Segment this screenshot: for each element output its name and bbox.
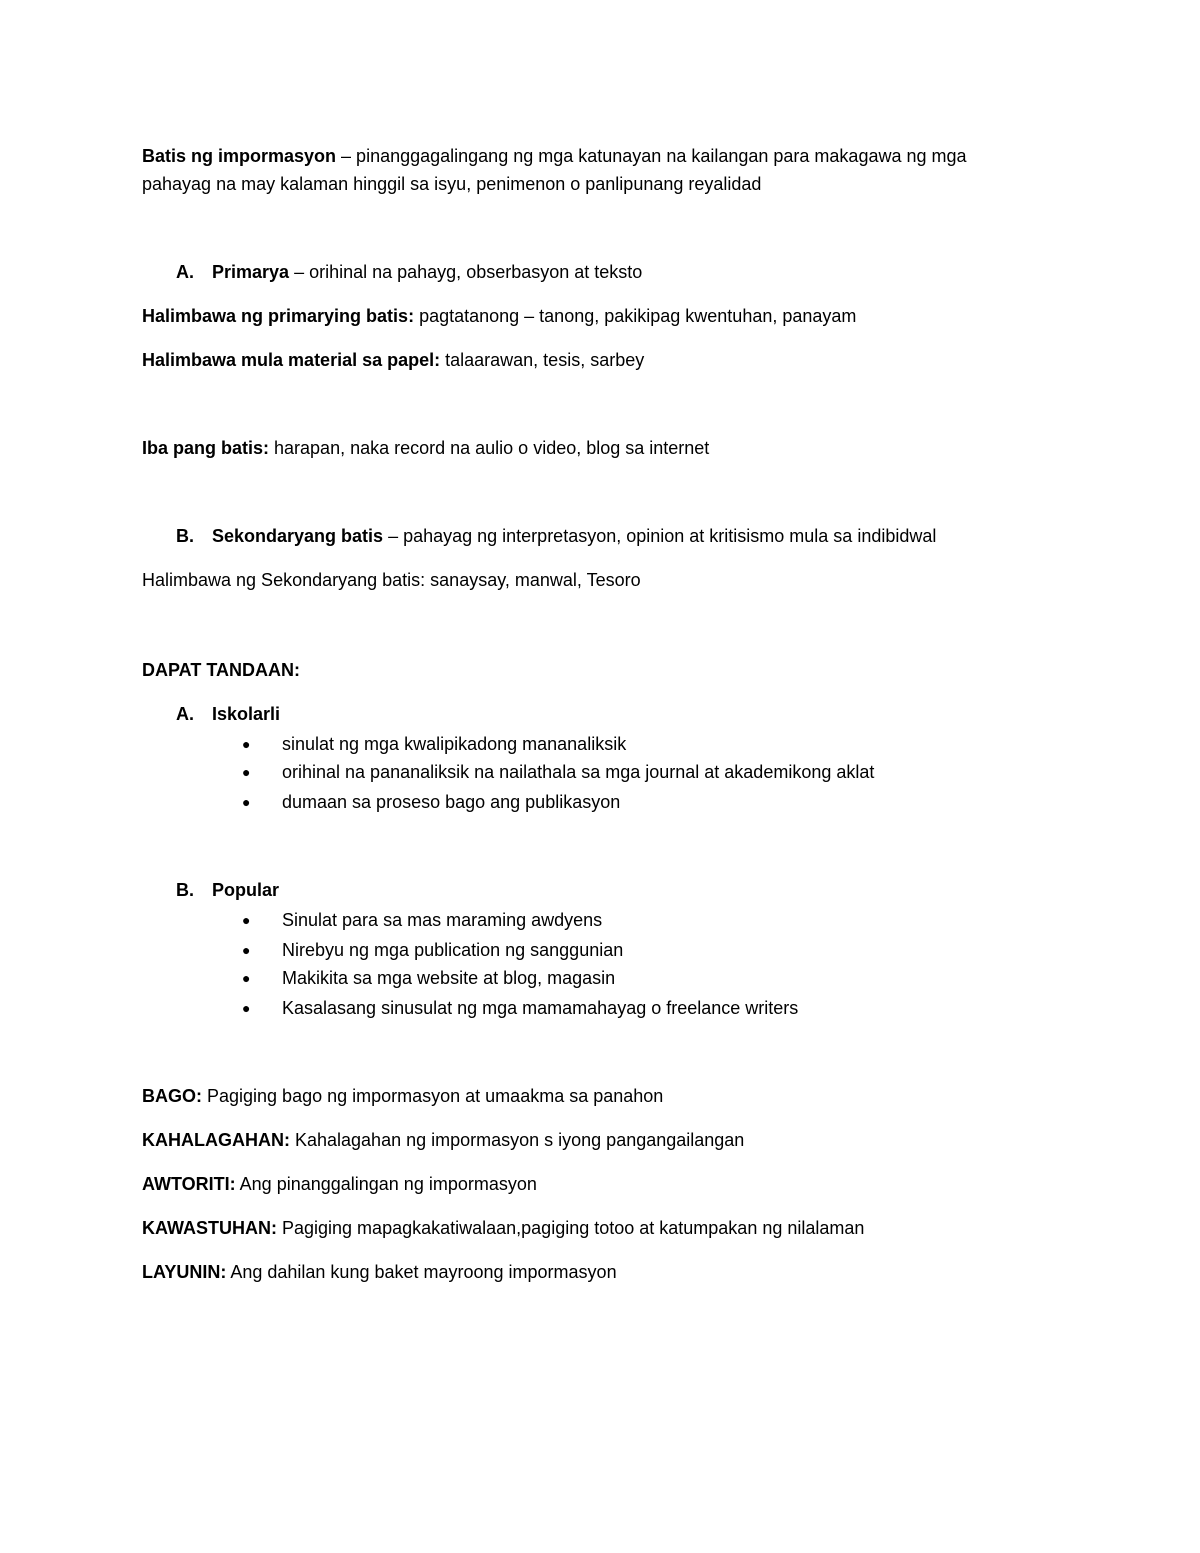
criteria-kahalagahan xyxy=(142,1126,744,1154)
criteria-label: KAWASTUHAN: xyxy=(142,1218,277,1238)
definition-text-1: – pinanggagalingang ng mga katunayan na kailangan para makagawa ng mga xyxy=(336,146,967,166)
popular-bullet-text: Sinulat para sa mas maraming awdyens xyxy=(282,910,603,930)
popular-bullet-text: Kasalasang sinusulat ng mga mamamahayag o freelance writers xyxy=(282,998,799,1018)
popular-heading xyxy=(176,876,279,904)
iskolarli-bullet-text: sinulat ng mga kwalipikadong mananaliksik xyxy=(282,734,627,754)
criteria-text: Pagiging mapagkakatiwalaan,pagiging totoo at katumpakan ng nilalaman xyxy=(277,1218,865,1238)
criteria-label: BAGO: xyxy=(142,1086,202,1106)
bullet-icon: ● xyxy=(242,794,251,810)
criteria-awtoriti xyxy=(142,1170,537,1198)
definition-line-1 xyxy=(142,142,967,170)
halimbawa-primarying-label: Halimbawa ng primarying batis: xyxy=(142,306,415,326)
criteria-layunin xyxy=(142,1258,617,1286)
halimbawa-papel-text: talaarawan, tesis, sarbey xyxy=(440,350,645,370)
criteria-text: Pagiging bago ng impormasyon at umaakma sa panahon xyxy=(202,1086,664,1106)
criteria-label: AWTORITI: xyxy=(142,1174,236,1194)
sekondarya-text: – pahayag ng interpretasyon, opinion at kritisismo mula sa indibidwal xyxy=(383,526,937,546)
sekondarya-term: Sekondaryang batis xyxy=(212,526,384,546)
iskolarli-bullet-text: dumaan sa proseso bago ang publikasyon xyxy=(282,792,621,812)
popular-bullet-2 xyxy=(242,936,623,964)
iba-pang-batis-text: harapan, naka record na aulio o video, blog sa internet xyxy=(269,438,710,458)
criteria-text: Ang pinanggalingan ng impormasyon xyxy=(235,1174,537,1194)
sekondarya-item xyxy=(176,522,936,550)
primarya-text: – orihinal na pahayg, obserbasyon at teksto xyxy=(289,262,643,282)
sekondarya-letter: B. xyxy=(176,526,194,546)
criteria-label: KAHALAGAHAN: xyxy=(142,1130,290,1150)
halimbawa-papel-line xyxy=(142,346,644,374)
iskolarli-bullet-3 xyxy=(242,788,620,816)
iba-pang-batis-line xyxy=(142,434,709,462)
criteria-kawastuhan xyxy=(142,1214,864,1242)
bullet-icon: ● xyxy=(242,736,251,752)
bullet-icon: ● xyxy=(242,970,251,986)
iskolarli-letter: A. xyxy=(176,704,194,724)
iskolarli-bullet-text: orihinal na pananaliksik na nailathala sa mga journal at akademikong aklat xyxy=(282,762,875,782)
popular-title: Popular xyxy=(212,880,280,900)
popular-bullet-3 xyxy=(242,964,615,992)
halimbawa-sekondarya-text: Halimbawa ng Sekondaryang batis: sanaysay, manwal, Tesoro xyxy=(142,570,641,590)
iskolarli-bullet-1 xyxy=(242,730,626,758)
bullet-icon: ● xyxy=(242,942,251,958)
iskolarli-bullet-2 xyxy=(242,758,874,786)
iba-pang-batis-label: Iba pang batis: xyxy=(142,438,270,458)
definition-term: Batis ng impormasyon xyxy=(142,146,337,166)
criteria-bago xyxy=(142,1082,663,1110)
halimbawa-sekondarya-line xyxy=(142,566,641,594)
criteria-text: Kahalagahan ng impormasyon s iyong pangangailangan xyxy=(289,1130,745,1150)
primarya-letter: A. xyxy=(176,262,194,282)
iskolarli-title: Iskolarli xyxy=(212,704,281,724)
definition-line-2 xyxy=(142,170,761,198)
popular-bullet-text: Makikita sa mga website at blog, magasin xyxy=(282,968,616,988)
primarya-term: Primarya xyxy=(212,262,290,282)
popular-letter: B. xyxy=(176,880,194,900)
halimbawa-primarying-text: pagtatanong – tanong, pakikipag kwentuhan, panayam xyxy=(414,306,857,326)
halimbawa-primarying-line xyxy=(142,302,856,330)
popular-bullet-1 xyxy=(242,906,602,934)
bullet-icon: ● xyxy=(242,764,251,780)
dapat-tandaan-heading: DAPAT TANDAAN: xyxy=(142,660,300,680)
bullet-icon: ● xyxy=(242,912,251,928)
bullet-icon: ● xyxy=(242,1000,251,1016)
primarya-item xyxy=(176,258,642,286)
popular-bullet-text: Nirebyu ng mga publication ng sanggunian xyxy=(282,940,624,960)
criteria-text: Ang dahilan kung baket mayroong impormasyon xyxy=(226,1262,617,1282)
popular-bullet-4 xyxy=(242,994,798,1022)
criteria-label: LAYUNIN: xyxy=(142,1262,227,1282)
halimbawa-papel-label: Halimbawa mula material sa papel: xyxy=(142,350,441,370)
definition-text-2: pahayag na may kalaman hinggil sa isyu, penimenon o panlipunang reyalidad xyxy=(142,174,762,194)
iskolarli-heading xyxy=(176,700,280,728)
